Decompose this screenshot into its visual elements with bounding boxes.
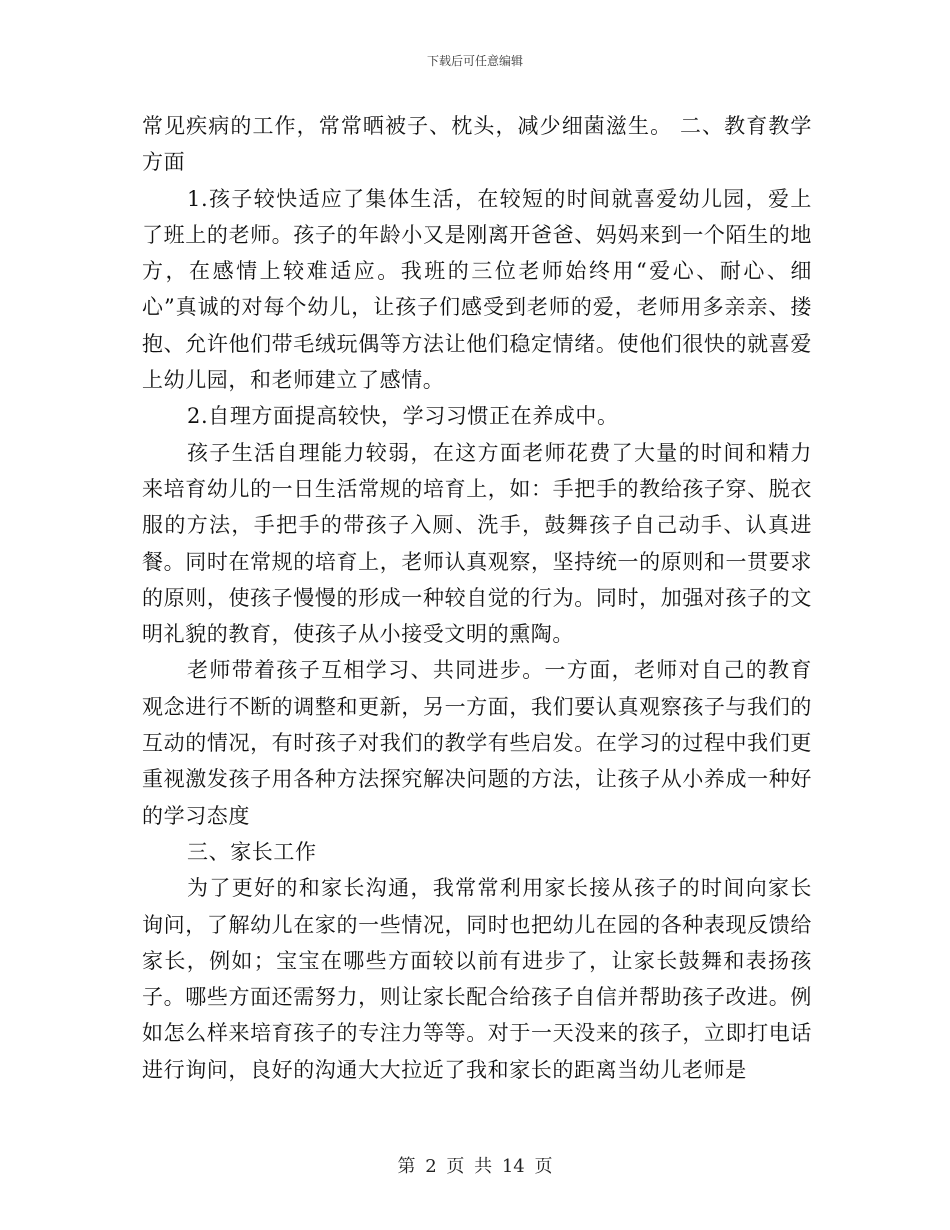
document-body: [142, 108, 812, 1088]
paragraph: 为了更好的和家长沟通，我常常利用家长接从孩子的时间向家长询问，了解幼儿在家的一些情况，同时也把幼儿在园的各种表现反馈给家长，例如；宝宝在哪些方面较以前有进步了，让家长鼓舞和表扬孩子。哪些方面还需努力，则让家长配合给孩子自信并帮助孩子改进。例如怎么样来培育孩子的专注力等等。对于一天没来的孩子，立即打电话进行询问，良好的沟通大大拉近了我和家长的距离当幼儿老师是: [142, 876, 812, 1082]
page-header: 下载后可任意编辑: [426, 54, 523, 68]
paragraph: 常见疾病的工作，常常晒被子、枕头，减少细菌滋生。 二、教育教学方面: [142, 114, 812, 175]
paragraph: 孩子生活自理能力较弱，在这方面老师花费了大量的时间和精力来培育幼儿的一日生活常规的培育上，如：手把手的教给孩子穿、脱衣服的方法，手把手的带孩子入厕、洗手，鼓舞孩子自己动手、认真进餐。同时在常规的培育上，老师认真观察，坚持统一的原则和一贯要求的原则，使孩子慢慢的形成一种较自觉的行为。同时，加强对孩子的文明礼貌的教育，使孩子从小接受文明的熏陶。: [142, 440, 812, 647]
paragraph: 2.自理方面提高较快，学习习惯正在养成中。: [187, 404, 619, 429]
section-heading: 三、家长工作: [187, 839, 317, 864]
paragraph: 1.孩子较快适应了集体生活，在较短的时间就喜爱幼儿园，爱上了班上的老师。孩子的年龄小又是刚离开爸爸、妈妈来到一个陌生的地方，在感情上较难适应。我班的三位老师始终用“爱心、耐心、细心”真诚的对每个幼儿，让孩子们感受到老师的爱，老师用多亲亲、搂抱、允许他们带毛绒玩偶等方法让他们稳定情绪。使他们很快的就喜爱上幼儿园，和老师建立了感情。: [142, 186, 812, 393]
page-number-footer: 第 2 页 共 14 页: [397, 1156, 553, 1177]
paragraph: 老师带着孩子互相学习、共同进步。一方面，老师对自己的教育观念进行不断的调整和更新，另一方面，我们要认真观察孩子与我们的互动的情况，有时孩子对我们的教学有些启发。在学习的过程中我们更重视激发孩子用各种方法探究解决问题的方法，让孩子从小养成一种好的学习态度: [142, 658, 812, 828]
